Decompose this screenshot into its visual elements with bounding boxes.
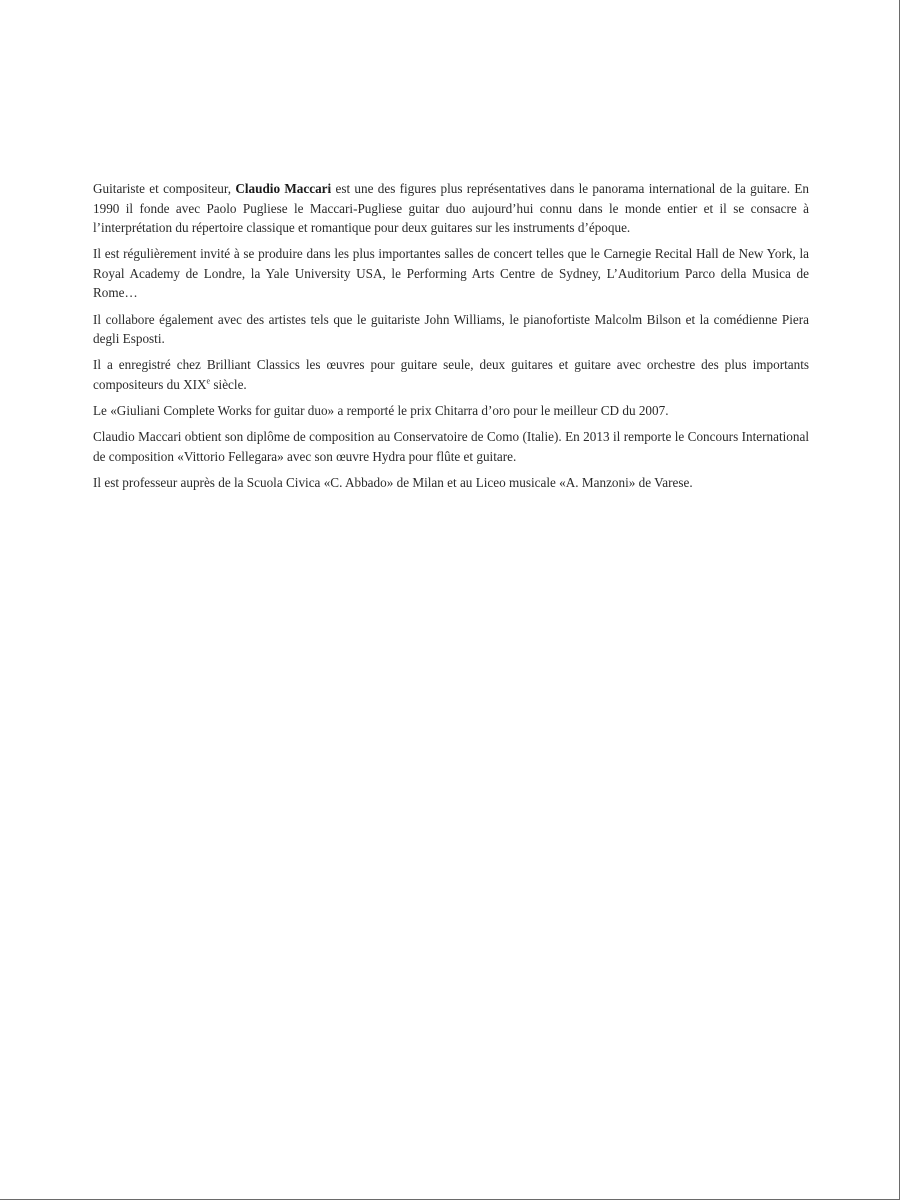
paragraph-collaborations: Il collabore également avec des artistes tels que le guitariste John Williams, le pianofortiste Malcolm Bilson et la comédienne Piera degli Esposti. xyxy=(93,311,809,347)
paragraph-composition: Claudio Maccari obtient son diplôme de composition au Conservatoire de Como (Italie). En 2013 il remporte le Concours International de composition «Vittorio Fellegara» avec son œuvre Hydra pour flûte et guitare. xyxy=(93,429,809,464)
intro-text-start: Guitariste et compositeur, xyxy=(93,181,236,196)
paragraph-intro xyxy=(93,179,809,238)
paragraph-award: Le «Giuliani Complete Works for guitar duo» a remporté le prix Chitarra d’oro pour le meilleur CD du 2007. xyxy=(93,402,669,418)
paragraph-teaching: Il est professeur auprès de la Scuola Civica «C. Abbado» de Milan et au Liceo musicale «A. Manzoni» de Varese. xyxy=(93,474,693,490)
recordings-text-end: siècle. xyxy=(210,376,247,392)
paragraph-venues: Il est régulièrement invité à se produire dans les plus importantes salles de concert telles que le Carnegie Recital Hall de New York, la Royal Academy de Londre, la Yale University USA, le Performing Arts Centre de Sydney, L’Auditorium Parco della Musica de Rome… xyxy=(93,246,809,301)
recordings-text-start: Il a enregistré chez Brilliant Classics les œuvres pour guitare seule, deux guitares et guitare avec orchestre des plus importants compositeurs du XIX xyxy=(93,357,809,392)
century-superscript: e xyxy=(206,376,211,386)
paragraph-recordings xyxy=(93,355,809,394)
artist-name: Claudio Maccari xyxy=(235,181,332,196)
intro-text-end: est une des figures plus représentatives dans le panorama international de la guitare. En 1990 il fonde avec Paolo Pugliese le Maccari-Pugliese guitar duo aujourd’hui connu dans le monde entier et il se consacre à l’interprétation du répertoire classique et romantique pour deux guitares sur les instruments d’époque. xyxy=(93,181,809,236)
biography-text xyxy=(93,179,809,492)
